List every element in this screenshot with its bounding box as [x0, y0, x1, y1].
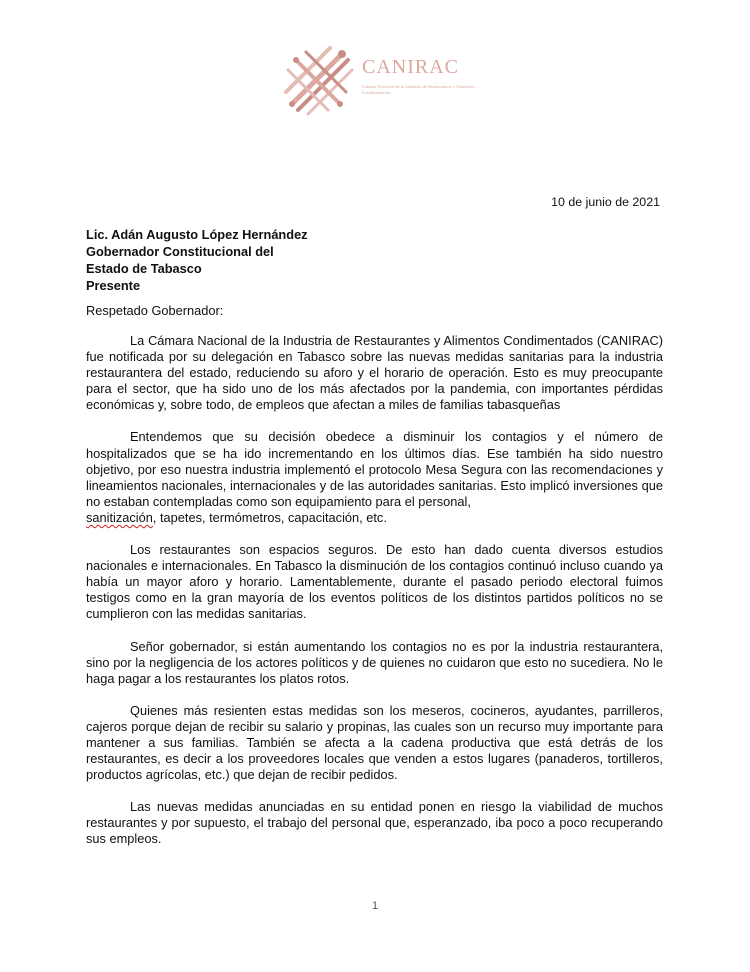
- logo-subtitle: Cámara Nacional de la Industria de Restaurantes y Alimentos Condimentados: [362, 84, 476, 95]
- canirac-logo-icon: [278, 40, 360, 118]
- logo-name: CANIRAC: [362, 56, 460, 78]
- recipient-name: Lic. Adán Augusto López Hernández: [86, 227, 308, 242]
- recipient-block: [86, 226, 666, 294]
- recipient-state: Estado de Tabasco: [86, 261, 202, 276]
- paragraph-5: Quienes más resienten estas medidas son los meseros, cocineros, ayudantes, parrilleros, cajeros porque dejan de recibir su salario y propinas, las cuales son un recurso muy importante para mantener a sus familias. También se afecta a la cadena productiva que está detrás de los restaurantes, es decir a los proveedores locales que venden a estos lugares (panaderos, tortilleros, productos agrícolas, etc.) que dejan de recibir pedidos.: [86, 702, 663, 783]
- recipient-title: Gobernador Constitucional del: [86, 244, 274, 259]
- paragraph-2-tail: , tapetes, termómetros, capacitación, etc.: [152, 509, 387, 525]
- paragraph-1: La Cámara Nacional de la Industria de Restaurantes y Alimentos Condimentados (CANIRAC) fue notificada por su delegación en Tabasco sobre las nuevas medidas sanitarias para la industria restaurantera del estado, reduciendo su aforo y el horario de operación. Esto es muy preocupante para el sector, que ha sido uno de los más afectados por la pandemia, con importantes pérdidas económicas y, sobre todo, de empleos que afectan a miles de familias tabasqueñas: [86, 333, 663, 413]
- letter-date: 10 de junio de 2021: [551, 195, 660, 209]
- canirac-logo: [278, 40, 498, 120]
- paragraph-6: Las nuevas medidas anunciadas en su entidad ponen en riesgo la viabilidad de muchos restaurantes y por supuesto, el trabajo del personal que, esperanzado, iba poco a poco recuperando sus empleos.: [86, 799, 663, 847]
- paragraph-3: Los restaurantes son espacios seguros. De esto han dado cuenta diversos estudios nacionales e internacionales. En Tabasco la disminución de los contagios continuó incluso cuando ya había un mayor aforo y horario. Lamentablemente, durante el pasado periodo electoral fuimos testigos como en la gran mayoría de los eventos políticos de los distintos partidos políticos no se cumplieron con las medidas sanitarias.: [86, 542, 663, 622]
- letter-body: [86, 333, 663, 864]
- recipient-presente: Presente: [86, 278, 141, 293]
- paragraph-2-text: Entendemos que su decisión obedece a disminuir los contagios y el número de hospitalizados que se ha ido incrementando en los últimos días. Ese también ha sido nuestro objetivo, por eso nuestra industria implementó el protocolo Mesa Segura con las recomendaciones y lineamientos nacionales, internacionales y de las autoridades sanitarias. Esto implicó inversiones que no estaban contempladas como son equipamiento para el personal,: [86, 429, 663, 509]
- salutation: Respetado Gobernador:: [86, 303, 224, 318]
- paragraph-2: [86, 429, 663, 526]
- spellcheck-word: sanitización: [86, 509, 153, 525]
- paragraph-4: Señor gobernador, si están aumentando los contagios no es por la industria restaurantera, sino por la negligencia de los actores políticos y de quienes no cuidaron que esto no sucediera. No le haga pagar a los restaurantes los platos rotos.: [86, 638, 663, 686]
- page-number: 1: [371, 900, 379, 912]
